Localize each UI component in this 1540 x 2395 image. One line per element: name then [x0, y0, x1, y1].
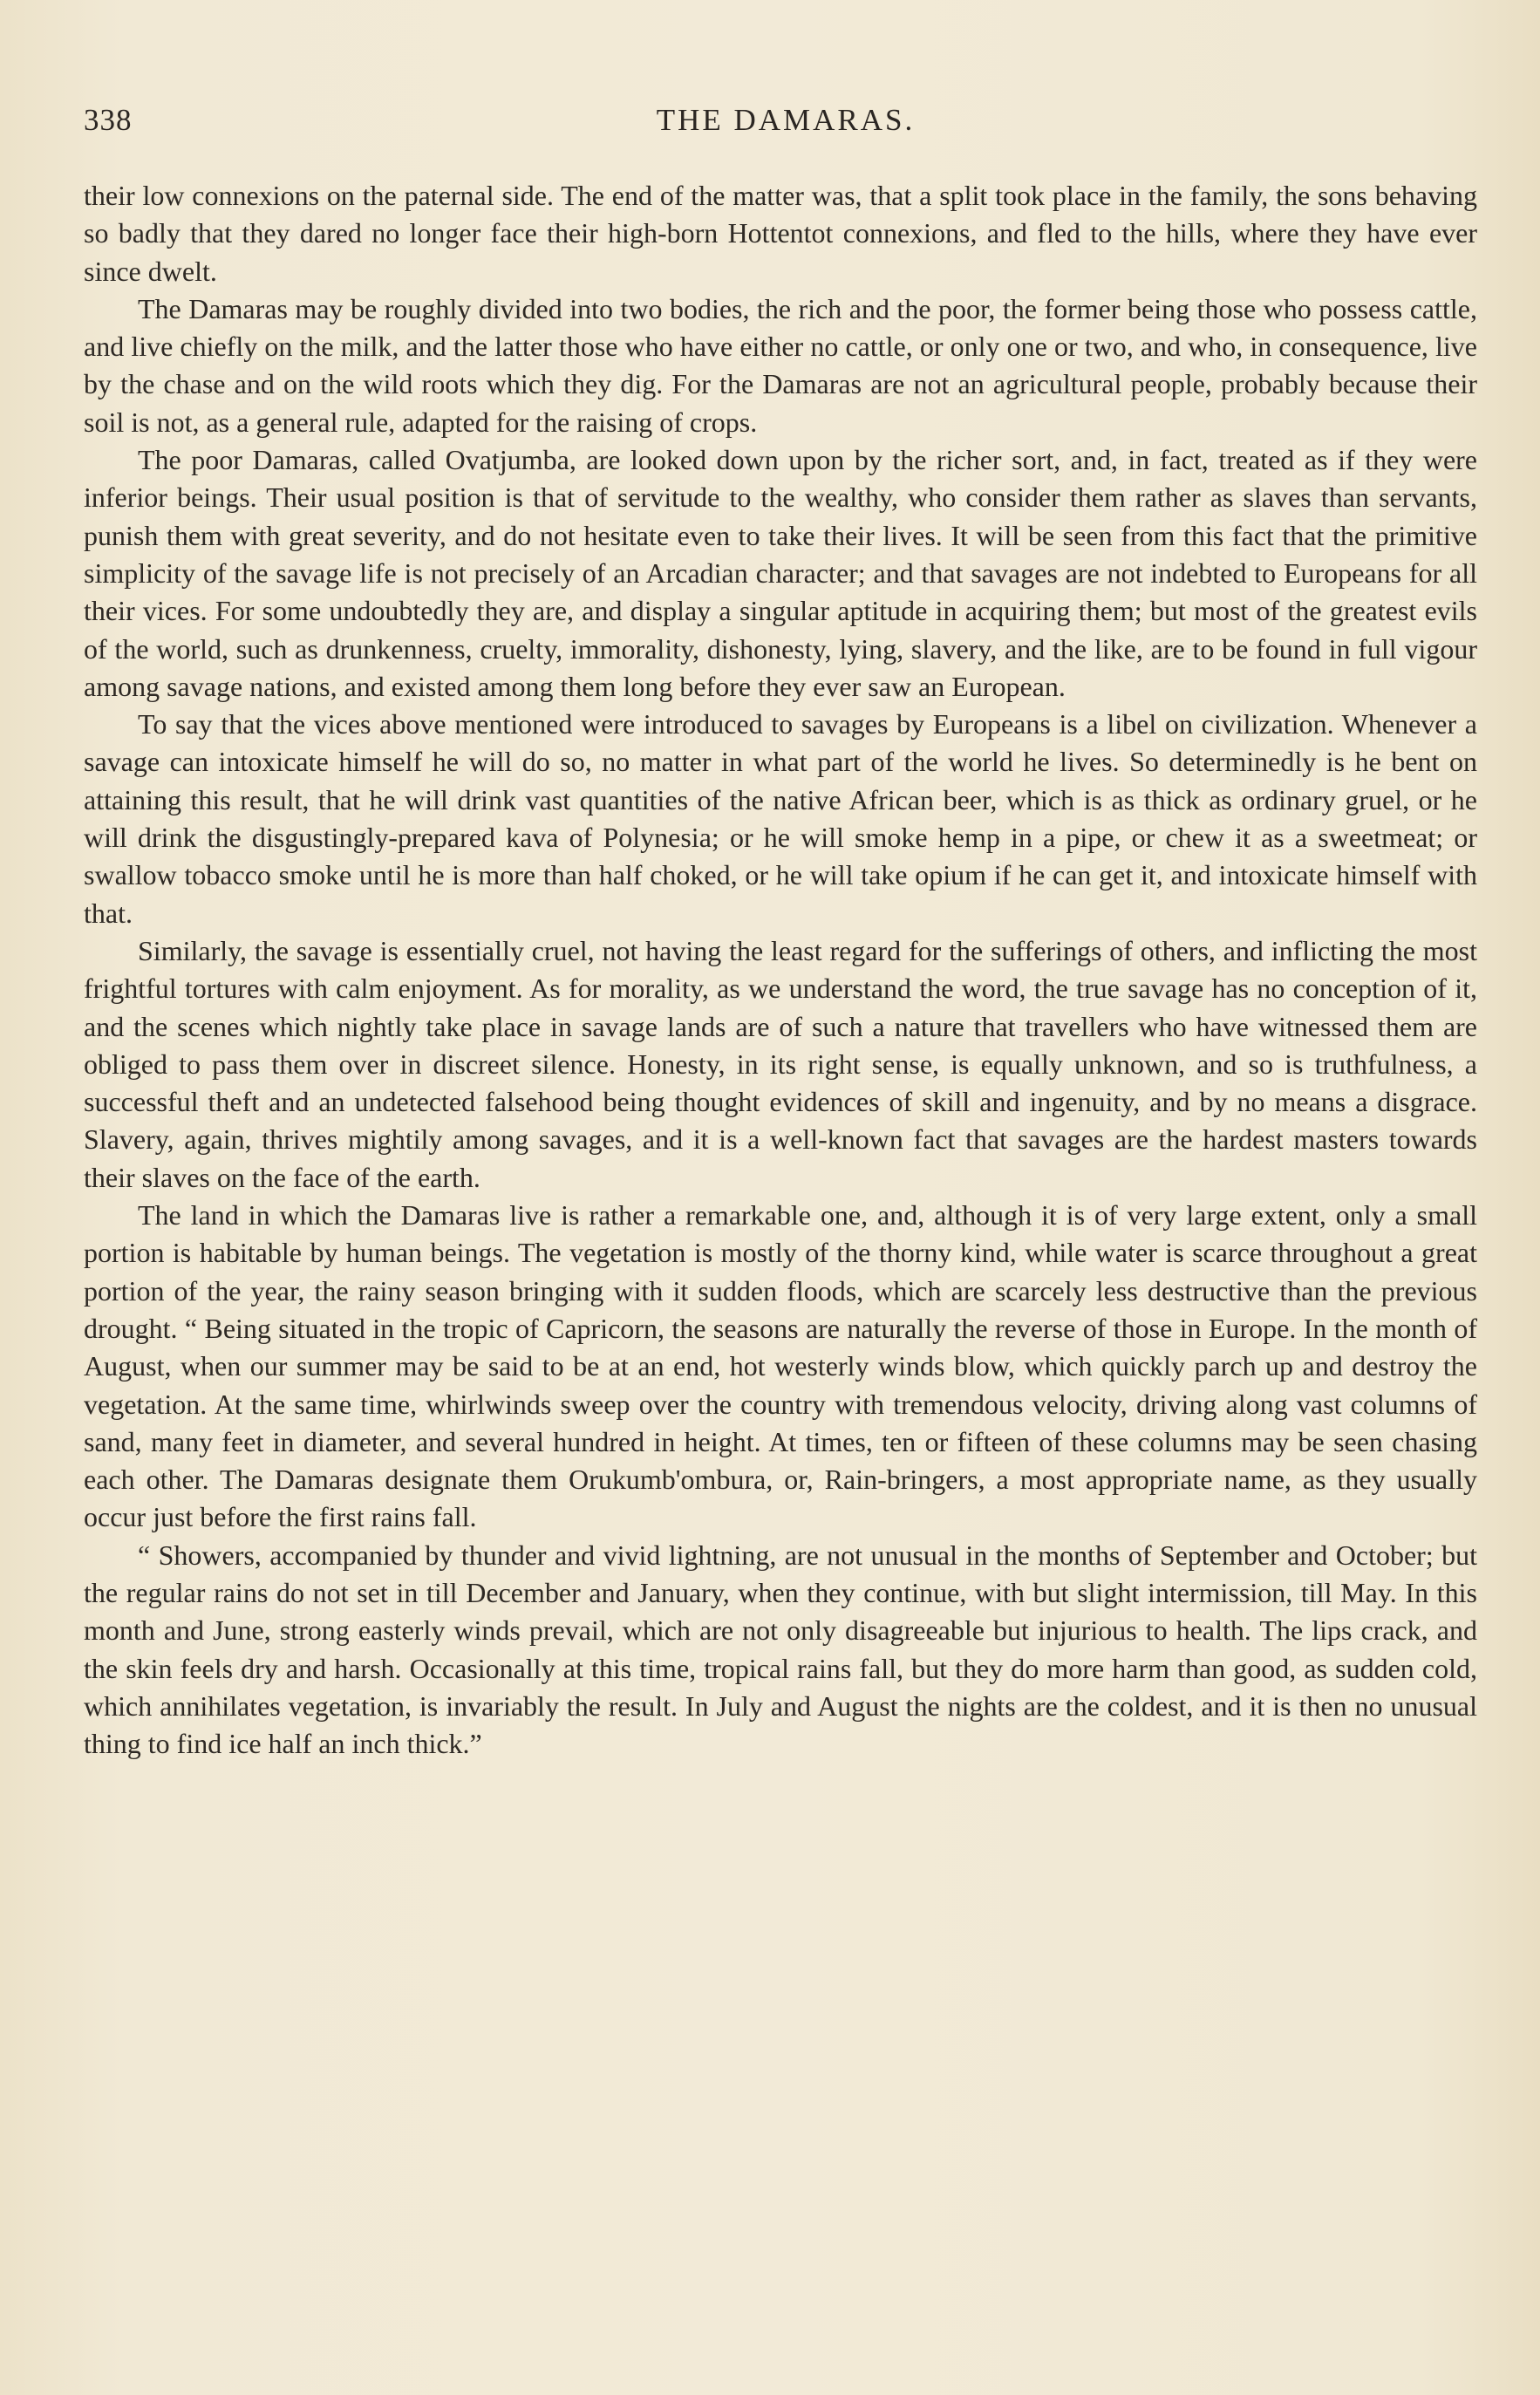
- paragraph: their low connexions on the paternal side. The end of the matter was, that a split took place in the family, the sons behaving so badly that they dared no longer face their high-born Hottentot connexions, and fled to the hills, where they have ever since dwelt.: [84, 180, 1477, 287]
- running-title: THE DAMARAS.: [656, 103, 916, 137]
- paragraph: To say that the vices above mentioned were introduced to savages by Europeans is a libel on civilization. Whenever a savage can intoxicate himself he will do so, no matter in what part of the world he lives. So determinedly is he bent on attaining this result, that he will drink vast quantities of the native African beer, which is as thick as ordinary gruel, or he will drink the disgustingly-prepared kava of Polynesia; or he will smoke hemp in a pipe, or chew it as a sweetmeat; or swallow tobacco smoke until he is more than half choked, or he will take opium if he can get it, and intoxicate himself with that.: [84, 708, 1477, 929]
- paragraph: Similarly, the savage is essentially cruel, not having the least regard for the sufferings of others, and inflicting the most frightful tortures with calm enjoyment. As for morality, as we understand the word, the true savage has no conception of it, and the scenes which nightly take place in savage lands are of such a nature that travellers who have witnessed them are obliged to pass them over in discreet silence. Honesty, in its right sense, is equally unknown, and so is truthfulness, a successful theft and an undetected falsehood being thought evidences of skill and ingenuity, and by no means a disgrace. Slavery, again, thrives mightily among savages, and it is a well-known fact that savages are the hardest masters towards their slaves on the face of the earth.: [84, 934, 1477, 1193]
- running-head: [84, 103, 1488, 147]
- page-number: 338: [84, 103, 133, 137]
- paragraph: “ Showers, accompanied by thunder and vivid lightning, are not unusual in the months of September and October; but the regular rains do not set in till December and January, when they continue, with but slight intermission, till May. In this month and June, strong easterly winds prevail, which are not only disagreeable but injurious to health. The lips crack, and the skin feels dry and harsh. Occasionally at this time, tropical rains fall, but they do more harm than good, as sudden cold, which annihilates vegetation, is invariably the result. In July and August the nights are the coldest, and it is then no unusual thing to find ice half an inch thick.”: [84, 1539, 1477, 1760]
- paragraph: The poor Damaras, called Ovatjumba, are looked down upon by the richer sort, and, in fact, treated as if they were inferior beings. Their usual position is that of servitude to the wealthy, who consider them rather as slaves than servants, punish them with great severity, and do not hesitate even to take their lives. It will be seen from this fact that the primitive simplicity of the savage life is not precisely of an Arcadian character; and that savages are not indebted to Europeans for all their vices. For some undoubtedly they are, and display a singular aptitude in acquiring them; but most of the greatest evils of the world, such as drunkenness, cruelty, immorality, dishonesty, lying, slavery, and the like, are to be found in full vigour among savage nations, and existed among them long before they ever saw an European.: [84, 444, 1477, 702]
- paragraph: The Damaras may be roughly divided into two bodies, the rich and the poor, the former being those who possess cattle, and live chiefly on the milk, and the latter those who have either no cattle, or only one or two, and who, in consequence, live by the chase and on the wild roots which they dig. For the Damaras are not an agricultural people, probably because their soil is not, as a general rule, adapted for the raising of crops.: [84, 292, 1477, 438]
- body-text: [84, 177, 1477, 1763]
- paragraph: The land in which the Damaras live is rather a remarkable one, and, although it is of very large extent, only a small portion is habitable by human beings. The vegetation is mostly of the thorny kind, while water is scarce throughout a great portion of the year, the rainy season bringing with it sudden floods, which are scarcely less destructive than the previous drought. “ Being situated in the tropic of Capricorn, the seasons are naturally the reverse of those in Europe. In the month of August, when our summer may be said to be at an end, hot westerly winds blow, which quickly parch up and destroy the vegetation. At the same time, whirlwinds sweep over the country with tremendous velocity, driving along vast columns of sand, many feet in diameter, and several hundred in height. At times, ten or fifteen of these columns may be seen chasing each other. The Damaras designate them Orukumb'ombura, or, Rain-bringers, a most appropriate name, as they usually occur just before the first rains fall.: [84, 1199, 1477, 1533]
